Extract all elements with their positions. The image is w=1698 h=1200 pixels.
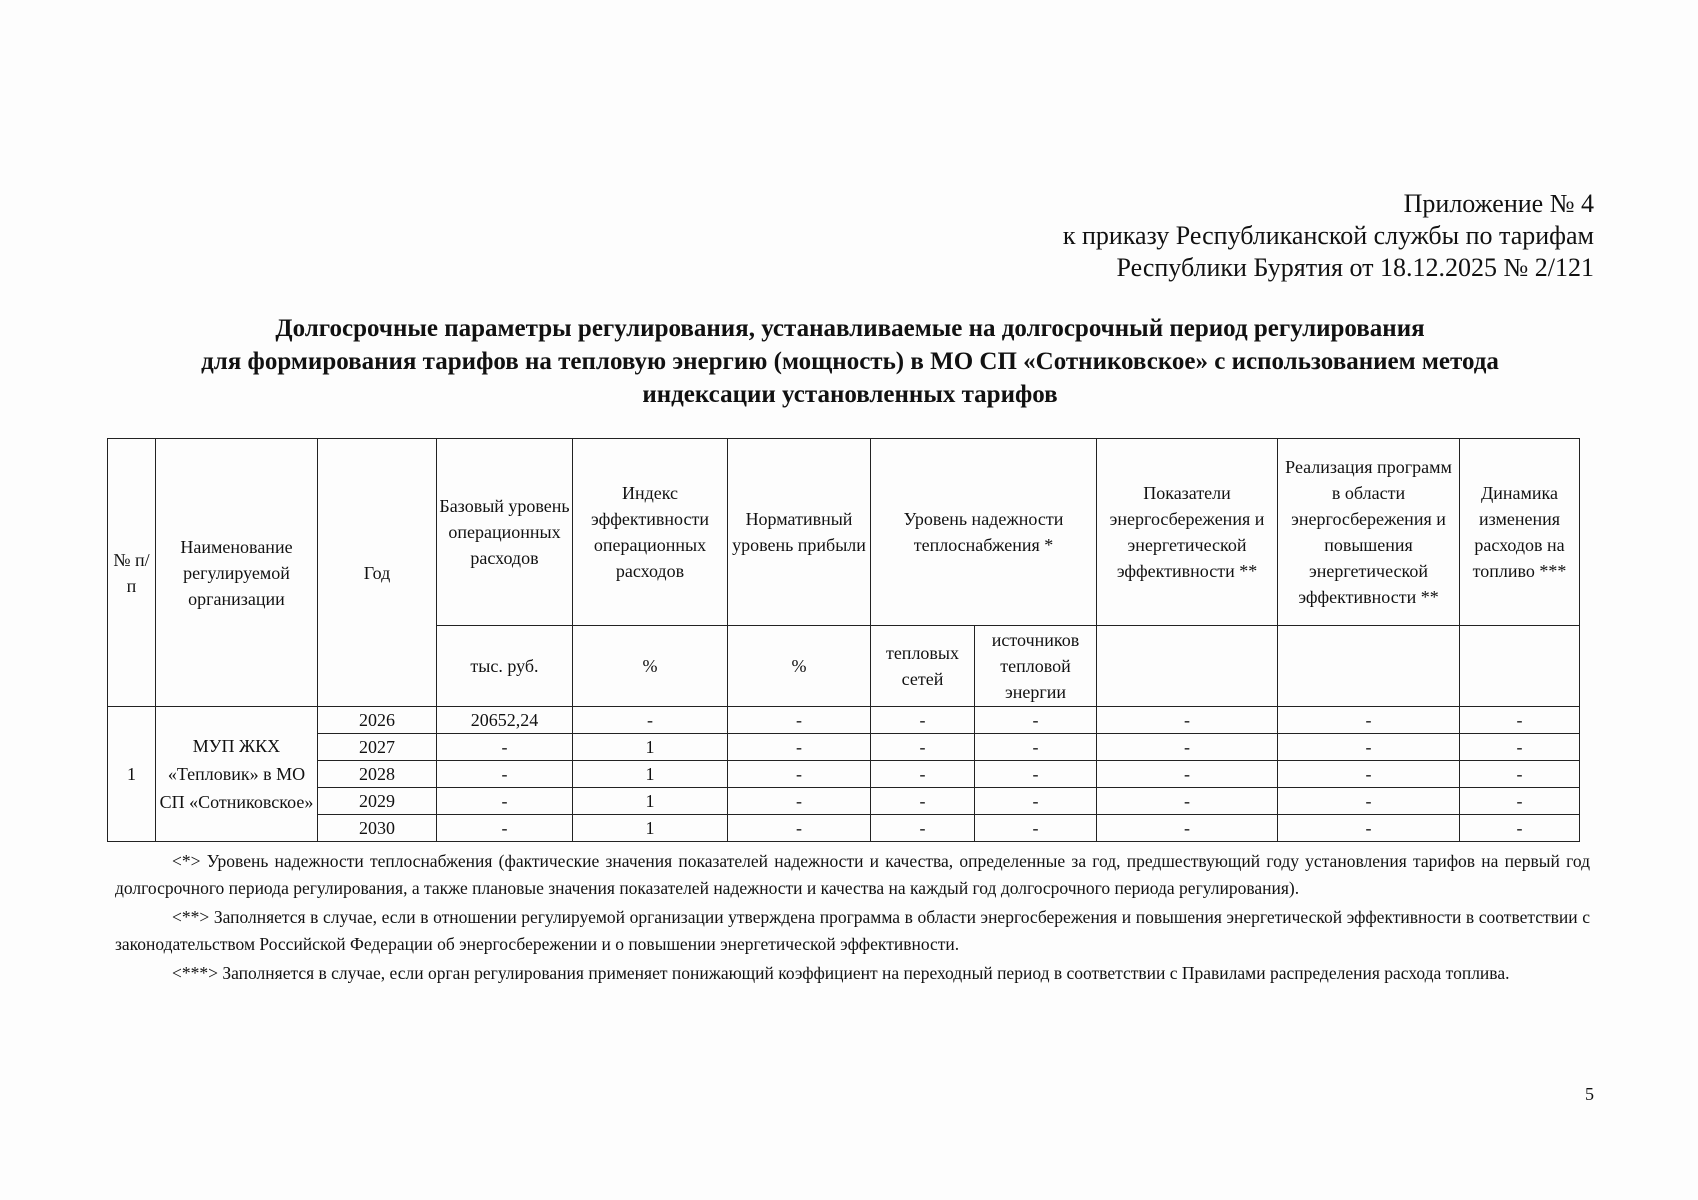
cell-base: - <box>437 761 573 788</box>
cell-programs: - <box>1278 788 1460 815</box>
page-number: 5 <box>1585 1084 1594 1104</box>
table-row <box>108 815 1580 842</box>
footnote-fuel: <***> Заполняется в случае, если орган регулирования применяет понижающий коэффициент на переходный период в соответствии с Правилами распределения расхода топлива. <box>172 963 1510 983</box>
footnotes <box>115 848 1590 989</box>
header-efficiency-index: Индекс эффективности операционных расходов <box>573 439 728 626</box>
appendix-line-3: Республики Бурятия от 18.12.2025 № 2/121 <box>1116 253 1594 282</box>
cell-networks: - <box>871 815 975 842</box>
cell-programs: - <box>1278 734 1460 761</box>
unit-energy-saving <box>1097 626 1278 707</box>
table-row <box>108 734 1580 761</box>
cell-index: 1 <box>573 761 728 788</box>
cell-profit: - <box>728 707 871 734</box>
title-line-2: для формирования тарифов на тепловую энергию (мощность) в МО СП «Сотниковское» с использованием метода <box>201 348 1499 375</box>
cell-networks: - <box>871 788 975 815</box>
cell-networks: - <box>871 761 975 788</box>
cell-programs: - <box>1278 707 1460 734</box>
cell-fuel: - <box>1460 761 1580 788</box>
header-num: № п/п <box>108 439 156 707</box>
cell-sources: - <box>975 815 1097 842</box>
row-number: 1 <box>108 707 156 842</box>
footnote-reliability: <*> Уровень надежности теплоснабжения (фактические значения показателей надежности и качества, определенные за год, предшествующий году установления тарифов на первый год долгосрочного периода регулирования, а также плановые значения показателей надежности и качества на каждый год долгосрочного периода регулирования). <box>115 851 1590 898</box>
cell-base: 20652,24 <box>437 707 573 734</box>
cell-energy-saving: - <box>1097 707 1278 734</box>
cell-fuel: - <box>1460 815 1580 842</box>
footnote-energy-saving: <**> Заполняется в случае, если в отношении регулируемой организации утверждена программа в области энергосбережения и повышения энергетической эффективности в соответствии с законодательством Российской Федерации об энергосбережении и о повышении энергетической эффективности. <box>115 907 1590 954</box>
cell-energy-saving: - <box>1097 815 1278 842</box>
cell-sources: - <box>975 734 1097 761</box>
table-row <box>108 761 1580 788</box>
cell-base: - <box>437 788 573 815</box>
appendix-line-1: Приложение № 4 <box>1403 189 1594 218</box>
unit-programs <box>1278 626 1460 707</box>
unit-index: % <box>573 626 728 707</box>
cell-profit: - <box>728 815 871 842</box>
cell-base: - <box>437 734 573 761</box>
parameters-table <box>107 438 1580 842</box>
cell-index: 1 <box>573 734 728 761</box>
cell-networks: - <box>871 707 975 734</box>
unit-fuel <box>1460 626 1580 707</box>
unit-sources: источников тепловой энергии <box>975 626 1097 707</box>
unit-profit: % <box>728 626 871 707</box>
appendix-line-2: к приказу Республиканской службы по тарифам <box>1062 221 1594 250</box>
cell-fuel: - <box>1460 788 1580 815</box>
cell-energy-saving: - <box>1097 734 1278 761</box>
table-row <box>108 707 1580 734</box>
cell-energy-saving: - <box>1097 761 1278 788</box>
cell-year: 2026 <box>318 707 437 734</box>
header-profit-level: Нормативный уровень прибыли <box>728 439 871 626</box>
table-header-row <box>108 439 1580 626</box>
cell-sources: - <box>975 707 1097 734</box>
table-row <box>108 788 1580 815</box>
cell-programs: - <box>1278 815 1460 842</box>
cell-year: 2028 <box>318 761 437 788</box>
cell-energy-saving: - <box>1097 788 1278 815</box>
organization-name: МУП ЖКХ «Тепловик» в МО СП «Сотниковское» <box>156 707 318 842</box>
cell-profit: - <box>728 761 871 788</box>
cell-fuel: - <box>1460 734 1580 761</box>
header-reliability: Уровень надежности теплоснабжения * <box>871 439 1097 626</box>
unit-networks: тепловых сетей <box>871 626 975 707</box>
header-energy-saving: Показатели энергосбережения и энергетической эффективности ** <box>1097 439 1278 626</box>
header-fuel: Динамика изменения расходов на топливо *** <box>1460 439 1580 626</box>
cell-index: - <box>573 707 728 734</box>
header-year: Год <box>318 439 437 707</box>
header-programs: Реализация программ в области энергосбережения и повышения энергетической эффективности ** <box>1278 439 1460 626</box>
title-line-1: Долгосрочные параметры регулирования, устанавливаемые на долгосрочный период регулирования <box>275 315 1425 342</box>
cell-profit: - <box>728 734 871 761</box>
document-title <box>90 312 1610 411</box>
cell-index: 1 <box>573 815 728 842</box>
cell-index: 1 <box>573 788 728 815</box>
cell-year: 2029 <box>318 788 437 815</box>
cell-networks: - <box>871 734 975 761</box>
cell-year: 2030 <box>318 815 437 842</box>
cell-year: 2027 <box>318 734 437 761</box>
cell-sources: - <box>975 761 1097 788</box>
unit-base: тыс. руб. <box>437 626 573 707</box>
cell-fuel: - <box>1460 707 1580 734</box>
header-organization: Наименование регулируемой организации <box>156 439 318 707</box>
header-base-opex: Базовый уровень операционных расходов <box>437 439 573 626</box>
cell-profit: - <box>728 788 871 815</box>
cell-sources: - <box>975 788 1097 815</box>
appendix-header <box>1063 188 1594 284</box>
cell-programs: - <box>1278 761 1460 788</box>
cell-base: - <box>437 815 573 842</box>
title-line-3: индексации установленных тарифов <box>642 381 1058 408</box>
